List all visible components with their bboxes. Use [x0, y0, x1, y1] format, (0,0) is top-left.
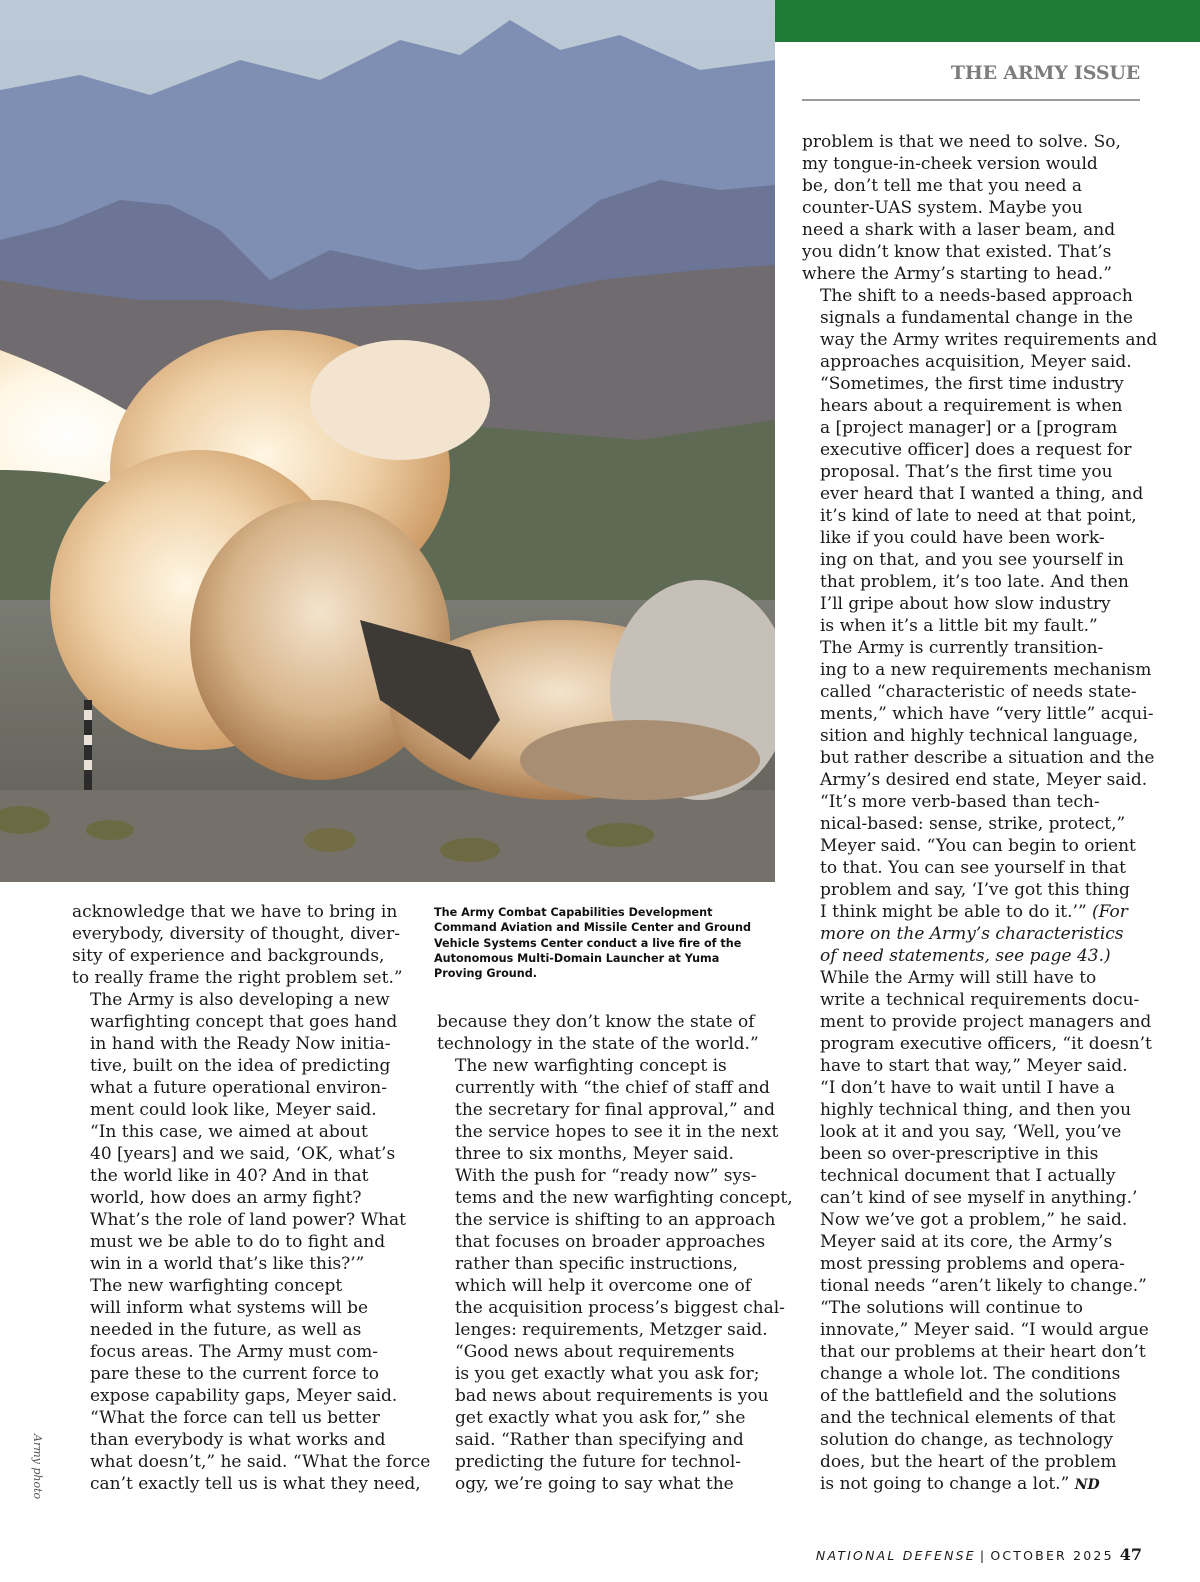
text-line: “Sometimes, the first time industry [820, 374, 1124, 394]
section-accent-bar [775, 0, 1200, 42]
text-line: the service is shifting to an approach [455, 1210, 776, 1230]
text-line: way the Army writes requirements and [820, 330, 1158, 350]
text-line: Meyer said at its core, the Army’s [820, 1232, 1113, 1252]
text-line: ment could look like, Meyer said. [90, 1100, 377, 1120]
text-line: Army’s desired end state, Meyer said. [820, 770, 1148, 790]
text-line: ing to a new requirements mechanism [820, 660, 1152, 680]
text-line: The new warfighting concept [90, 1276, 343, 1296]
paragraph [72, 1121, 408, 1275]
cross-reference: (For [1092, 902, 1128, 922]
publication-name: NATIONAL DEFENSE [815, 1548, 976, 1563]
text-line: tems and the new warfighting concept, [455, 1188, 793, 1208]
text-line: sition and highly technical language, [820, 726, 1139, 746]
text-line: to really frame the right problem set.” [72, 968, 403, 988]
paragraph [802, 131, 1140, 285]
text-line: counter-UAS system. Maybe you [802, 198, 1083, 218]
photo-caption [434, 905, 770, 981]
article-column-3 [802, 131, 1158, 1496]
text-line: ments,” which have “very little” acqui- [820, 704, 1154, 724]
text-line: that our problems at their heart don’t [820, 1342, 1146, 1362]
article-column-1 [72, 901, 431, 1495]
cross-reference: more on the Army’s characteristics [820, 924, 1124, 944]
caption-line: Proving Ground. [434, 967, 537, 981]
paragraph [72, 1407, 431, 1495]
paragraph [437, 1055, 779, 1165]
caption-line: Vehicle Systems Center conduct a live fire of the [434, 936, 742, 950]
text-line: highly technical thing, and then you [820, 1100, 1132, 1120]
text-line: The shift to a needs-based approach [820, 286, 1133, 306]
paragraph [802, 1297, 1149, 1496]
text-line: approaches acquisition, Meyer said. [820, 352, 1132, 372]
text-line: everybody, diversity of thought, diver- [72, 924, 400, 944]
text-line: The Army is also developing a new [90, 990, 390, 1010]
paragraph [437, 1341, 773, 1495]
text-line: signals a fundamental change in the [820, 308, 1133, 328]
text-line: than everybody is what works and [90, 1430, 386, 1450]
text-line: lenges: requirements, Metzger said. [455, 1320, 768, 1340]
text-line: program executive officers, “it doesn’t [820, 1034, 1152, 1054]
text-line: the acquisition process’s biggest chal- [455, 1298, 785, 1318]
paragraph [802, 967, 1152, 1077]
text-line: problem is that we need to solve. So, [802, 132, 1121, 152]
text-line: change a whole lot. The conditions [820, 1364, 1121, 1384]
rocket-launch-photo [0, 0, 775, 882]
paragraph [72, 901, 408, 989]
text-line: been so over-prescriptive in this [820, 1144, 1099, 1164]
cross-reference: of need statements, see page 43.) [820, 946, 1111, 966]
text-line: “In this case, we aimed at about [90, 1122, 368, 1142]
text-line: you didn’t know that existed. That’s [802, 242, 1112, 262]
caption-line: Autonomous Multi-Domain Launcher at Yuma [434, 951, 720, 965]
caption-line: Command Aviation and Missile Center and Ground [434, 921, 751, 935]
text-line: be, don’t tell me that you need a [802, 176, 1083, 196]
text-line: solution do change, as technology [820, 1430, 1113, 1450]
text-line: is you get exactly what you ask for; [455, 1364, 760, 1384]
text-line: can’t kind of see myself in anything.’ [820, 1188, 1138, 1208]
text-line: a [project manager] or a [program [820, 418, 1118, 438]
text-line: problem and say, ‘I’ve got this thing [820, 880, 1130, 900]
text-line: nical-based: sense, strike, protect,” [820, 814, 1126, 834]
text-line: what a future operational environ- [90, 1078, 387, 1098]
text-line: technical document that I actually [820, 1166, 1116, 1186]
text-line: ever heard that I wanted a thing, and [820, 484, 1144, 504]
text-line: need a shark with a laser beam, and [802, 220, 1116, 240]
text-line: The new warfighting concept is [455, 1056, 727, 1076]
paragraph [802, 1231, 1147, 1297]
paragraph [802, 285, 1158, 373]
text-line: where the Army’s starting to head.” [802, 264, 1112, 284]
paragraph [802, 1077, 1140, 1231]
text-line: three to six months, Meyer said. [455, 1144, 734, 1164]
text-line: ogy, we’re going to say what the [455, 1474, 734, 1494]
text-line: win in a world that’s like this?’” [90, 1254, 365, 1274]
paragraph [437, 1165, 793, 1341]
text-line: proposal. That’s the first time you [820, 462, 1113, 482]
text-line: called “characteristic of needs state- [820, 682, 1137, 702]
paragraph [72, 989, 408, 1121]
text-line: With the push for “ready now” sys- [455, 1166, 757, 1186]
footer-separator: | [979, 1548, 987, 1563]
end-mark: ND [1074, 1477, 1100, 1493]
text-line: acknowledge that we have to bring in [72, 902, 398, 922]
text-line: have to start that way,” Meyer said. [820, 1056, 1128, 1076]
text-line: innovate,” Meyer said. “I would argue [820, 1320, 1149, 1340]
text-line: Meyer said. “You can begin to orient [820, 836, 1136, 856]
paragraph [802, 373, 1144, 637]
text-line: needed in the future, as well as [90, 1320, 362, 1340]
text-line: “I don’t have to wait until I have a [820, 1078, 1115, 1098]
page-footer [816, 1545, 1142, 1564]
text-line: hears about a requirement is when [820, 396, 1123, 416]
section-divider [802, 99, 1140, 101]
text-line: must we be able to do to fight and [90, 1232, 386, 1252]
text-line: the service hopes to see it in the next [455, 1122, 779, 1142]
text-line: ing on that, and you see yourself in [820, 550, 1124, 570]
text-line: in hand with the Ready Now initia- [90, 1034, 391, 1054]
text-line: pare these to the current force to [90, 1364, 380, 1384]
text-line: expose capability gaps, Meyer said. [90, 1386, 398, 1406]
text-line: I’ll gripe about how slow industry [820, 594, 1111, 614]
text-line: because they don’t know the state of [437, 1012, 755, 1032]
text-line: warfighting concept that goes hand [90, 1012, 398, 1032]
text-line: 40 [years] and we said, ‘OK, what’s [90, 1144, 396, 1164]
text-line: ment to provide project managers and [820, 1012, 1152, 1032]
caption-line: The Army Combat Capabilities Development [434, 906, 713, 919]
text-line: is when it’s a little bit my fault.” [820, 616, 1098, 636]
text-line: which will help it overcome one of [455, 1276, 752, 1296]
text-line: the world like in 40? And in that [90, 1166, 369, 1186]
text-line: tive, built on the idea of predicting [90, 1056, 391, 1076]
text-line: what doesn’t,” he said. “What the force [90, 1452, 431, 1472]
text-line: world, how does an army fight? [90, 1188, 362, 1208]
text-line: that problem, it’s too late. And then [820, 572, 1129, 592]
closing-text: is not going to change a lot.” [820, 1474, 1070, 1494]
paragraph [802, 791, 1140, 967]
text-line: my tongue-in-cheek version would [802, 154, 1098, 174]
text-line: to that. You can see yourself in that [820, 858, 1126, 878]
paragraph [437, 1011, 773, 1055]
text-line: “The solutions will continue to [820, 1298, 1084, 1318]
text-line: predicting the future for technol- [455, 1452, 742, 1472]
text-line: Now we’ve got a problem,” he said. [820, 1210, 1128, 1230]
text-line: said. “Rather than specifying and [455, 1430, 744, 1450]
article-column-2 [437, 1011, 793, 1495]
text-line: “It’s more verb-based than tech- [820, 792, 1100, 812]
hero-photo [0, 0, 775, 882]
quote-text: I think might be able to do it.’” [820, 902, 1087, 922]
text-line: focus areas. The Army must com- [90, 1342, 379, 1362]
text-line: write a technical requirements docu- [820, 990, 1140, 1010]
text-line: and the technical elements of that [820, 1408, 1116, 1428]
text-line: most pressing problems and opera- [820, 1254, 1125, 1274]
text-line: it’s kind of late to need at that point, [820, 506, 1137, 526]
page-number: 47 [1119, 1545, 1142, 1564]
text-line: While the Army will still have to [820, 968, 1097, 988]
text-line: The Army is currently transition- [820, 638, 1104, 658]
text-line: of the battlefield and the solutions [820, 1386, 1117, 1406]
text-line: tional needs “aren’t likely to change.” [820, 1276, 1147, 1296]
section-title: THE ARMY ISSUE [950, 62, 1140, 84]
paragraph [802, 637, 1155, 791]
photo-credit-text: Army photo [31, 1434, 44, 1500]
text-line: “What the force can tell us better [90, 1408, 380, 1428]
text-line: but rather describe a situation and the [820, 748, 1155, 768]
text-line: get exactly what you ask for,” she [455, 1408, 746, 1428]
text-line: the secretary for final approval,” and [455, 1100, 776, 1120]
text-line: bad news about requirements is you [455, 1386, 769, 1406]
text-line: does, but the heart of the problem [820, 1452, 1117, 1472]
text-line: will inform what systems will be [90, 1298, 369, 1318]
text-line: can’t exactly tell us is what they need, [90, 1474, 421, 1494]
text-line: sity of experience and backgrounds, [72, 946, 385, 966]
paragraph [72, 1275, 408, 1407]
text-line: executive officer] does a request for [820, 440, 1132, 460]
text-line: currently with “the chief of staff and [455, 1078, 770, 1098]
text-line: technology in the state of the world.” [437, 1034, 759, 1054]
photo-credit [22, 1434, 52, 1574]
text-line: look at it and you say, ‘Well, you’ve [820, 1122, 1122, 1142]
text-line: What’s the role of land power? What [90, 1210, 406, 1230]
text-line: that focuses on broader approaches [455, 1232, 766, 1252]
text-line: “Good news about requirements [455, 1342, 735, 1362]
text-line: rather than specific instructions, [455, 1254, 738, 1274]
issue-date: OCTOBER 2025 [990, 1548, 1114, 1563]
text-line: like if you could have been work- [820, 528, 1105, 548]
